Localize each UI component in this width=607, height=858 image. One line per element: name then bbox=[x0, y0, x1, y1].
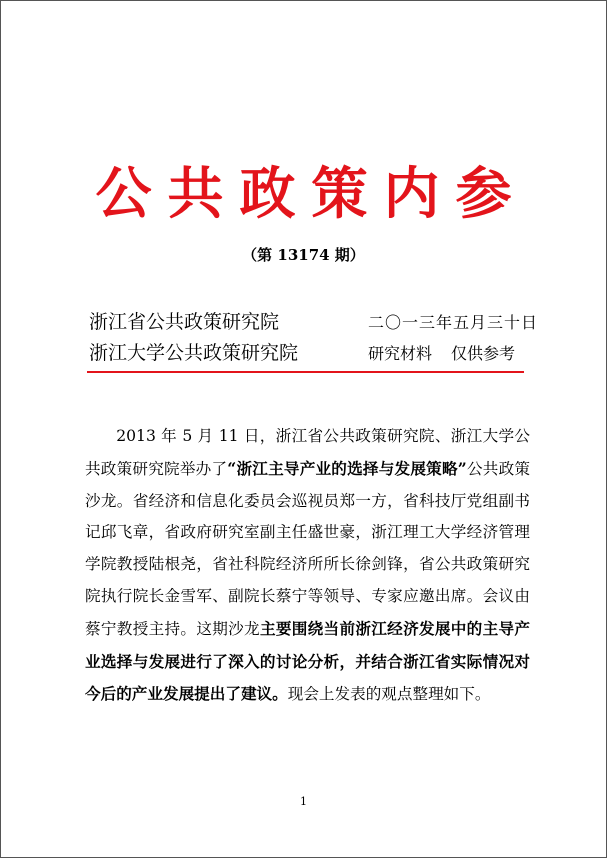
page-number: 1 bbox=[300, 795, 307, 808]
body-emphasis-title: “浙江主导产业的选择与发展策略” bbox=[227, 458, 467, 478]
publisher-provincial: 浙江省公共政策研究院 bbox=[89, 311, 280, 333]
usage-note: 仅供参考 bbox=[451, 344, 516, 363]
publisher-university: 浙江大学公共政策研究院 bbox=[89, 342, 299, 364]
body-text-segment: 公共政策沙龙。省经济和信息化委员会巡视员郑一方，省科技厅党组副书记邱飞章，省政府研究室副主任盛世豪，浙江理工大学经济管理学院教授陆根尧，省社科院经济所所长徐剑锋，省公共政策研究院执行院长金雪军、副院长蔡宁等领导、专家应邀出席。会议由蔡宁教授主持。这期沙龙 bbox=[85, 459, 530, 638]
issue-number: （第 13174 期） bbox=[242, 246, 365, 264]
document-title: 公共政策内参 bbox=[95, 161, 528, 227]
header-divider bbox=[87, 371, 524, 373]
body-text-segment: 现会上发表的观点整理如下。 bbox=[287, 685, 491, 704]
classification-label: 研究材料 bbox=[368, 344, 433, 363]
publication-date: 二〇一三年五月三十日 bbox=[368, 313, 539, 332]
body-text-segment: 2013 年 5 月 11 日，浙江省公共政策研究院、浙江大学公共政策研究院举办了 bbox=[85, 427, 530, 478]
body-paragraph bbox=[85, 421, 530, 711]
body-emphasis-summary: 主要围绕当前浙江经济发展中的主导产业选择与发展进行了深入的讨论分析，并结合浙江省实际情况对今后的产业发展提出了建议。 bbox=[85, 618, 530, 704]
